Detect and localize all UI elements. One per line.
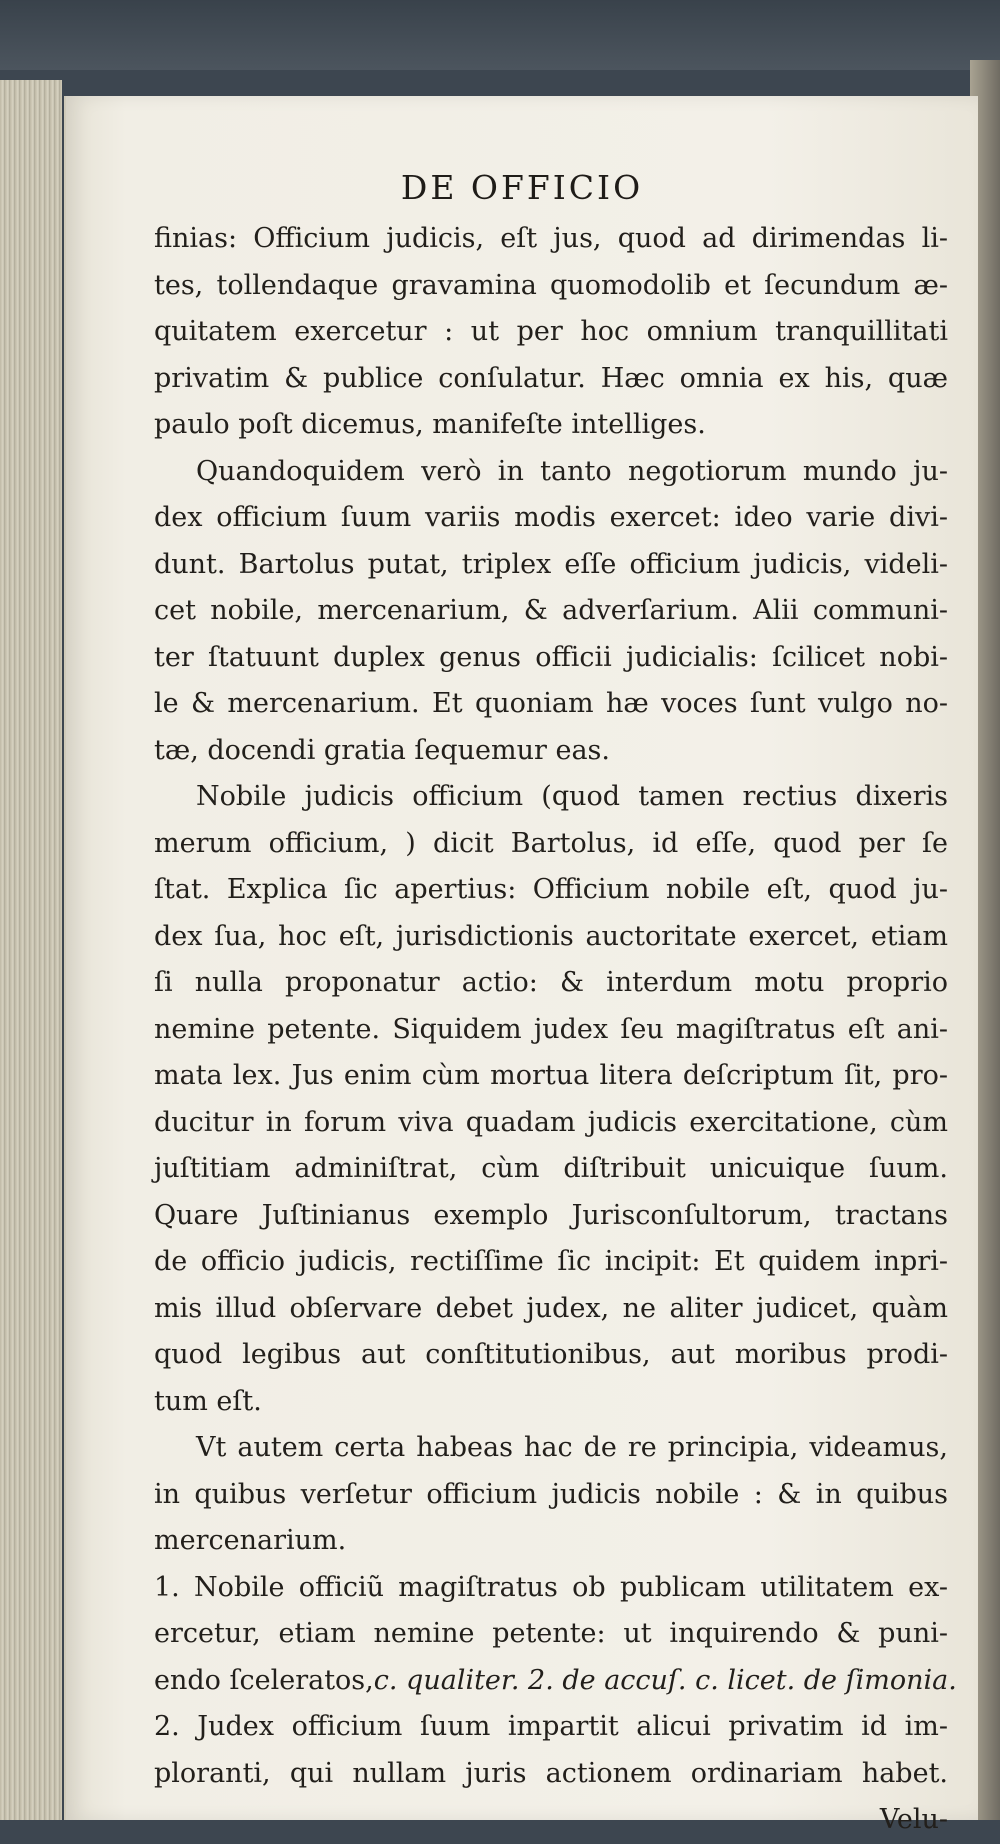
citation: c. qualiter. 2. de accuſ. c. licet. de ſimonia. — [373, 1664, 957, 1696]
running-head: DE OFFICIO — [400, 168, 644, 207]
paragraph-start-line: Vt autem certa habeas hac de re principia, videamus, — [196, 1432, 948, 1463]
text-line: paulo poſt dicemus, manifeſte intelliges. — [154, 409, 706, 440]
text-line: Quare Juſtinianus exemplo Jurisconſultorum, tractans — [154, 1199, 948, 1231]
text-fragment: endo ſceleratos, — [154, 1664, 374, 1696]
text-line: juſtitiam adminiſtrat, cùm diſtribuit unicuique ſuum. — [154, 1153, 948, 1184]
text-line: tæ, docendi gratia ſequemur eas. — [154, 734, 610, 766]
text-line: tum eſt. — [154, 1385, 262, 1417]
text-line: nemine petente. Siquidem judex ſeu magiſtratus eſt ani- — [154, 1013, 948, 1045]
catchword: Velu- — [879, 1804, 948, 1835]
text-line: ſtat. Explica ſic apertius: Officium nobile eſt, quod ju- — [154, 874, 948, 905]
citation-line — [154, 1658, 957, 1705]
body-text — [154, 216, 957, 1844]
text-line: le & mercenarium. Et quoniam hæ voces ſunt vulgo no- — [154, 688, 948, 719]
numbered-item-line: 2. Judex officium ſuum impartit alicui privatim id im- — [154, 1711, 948, 1742]
text-line: cet nobile, mercenarium, & adverſarium. Alii communi- — [154, 595, 948, 626]
text-line: privatim & publice conſulatur. Hæc omnia ex his, quæ — [154, 362, 948, 394]
text-line: in quibus verſetur officium judicis nobile : & in quibus — [154, 1478, 948, 1510]
text-line: dunt. Bartolus putat, triplex eſſe officium judicis, videli- — [154, 548, 948, 580]
text-line: mis illud obſervare debet judex, ne aliter judicet, quàm — [154, 1292, 948, 1324]
paragraph-start-line: Quandoquidem verò in tanto negotiorum mundo ju- — [196, 455, 948, 487]
text-line: quitatem exercetur : ut per hoc omnium tranquillitati — [154, 316, 948, 347]
book-fore-edge-left — [0, 80, 62, 1820]
text-line: ploranti, qui nullam juris actionem ordinariam habet. — [154, 1757, 948, 1789]
numbered-item-line: 1. Nobile officiũ magiſtratus ob publicam utilitatem ex- — [154, 1571, 948, 1603]
text-line: tes, tollendaque gravamina quomodolib et ſecundum æ- — [154, 269, 948, 301]
text-line: mercenarium. — [154, 1525, 347, 1556]
text-line: dex ſua, hoc eſt, jurisdictionis auctoritate exercet, etiam — [154, 920, 948, 952]
text-line: ter ſtatuunt duplex genus officii judicialis: ſcilicet nobi- — [154, 641, 948, 673]
text-line: dex officium ſuum variis modis exercet: ideo varie divi- — [154, 502, 948, 533]
book-page — [64, 96, 978, 1835]
text-line: quod legibus aut conſtitutionibus, aut moribus prodi- — [154, 1339, 948, 1370]
text-line: mata lex. Jus enim cùm mortua litera deſcriptum ſit, pro- — [154, 1060, 948, 1091]
text-line: merum officium, ) dicit Bartolus, id eſſe, quod per ſe — [154, 827, 948, 859]
scan-background-top — [0, 0, 1000, 70]
text-line: ducitur in forum viva quadam judicis exercitatione, cùm — [154, 1106, 948, 1138]
paragraph-start-line: Nobile judicis officium (quod tamen rectius dixeris — [196, 781, 948, 812]
text-line: ſi nulla proponatur actio: & interdum motu proprio — [154, 967, 948, 998]
text-line: finias: Officium judicis, eſt jus, quod ad dirimendas li- — [154, 223, 948, 254]
text-line: de officio judicis, rectiſſime ſic incipit: Et quidem inpri- — [154, 1246, 948, 1277]
text-line: ercetur, etiam nemine petente: ut inquirendo & puni- — [154, 1618, 948, 1649]
